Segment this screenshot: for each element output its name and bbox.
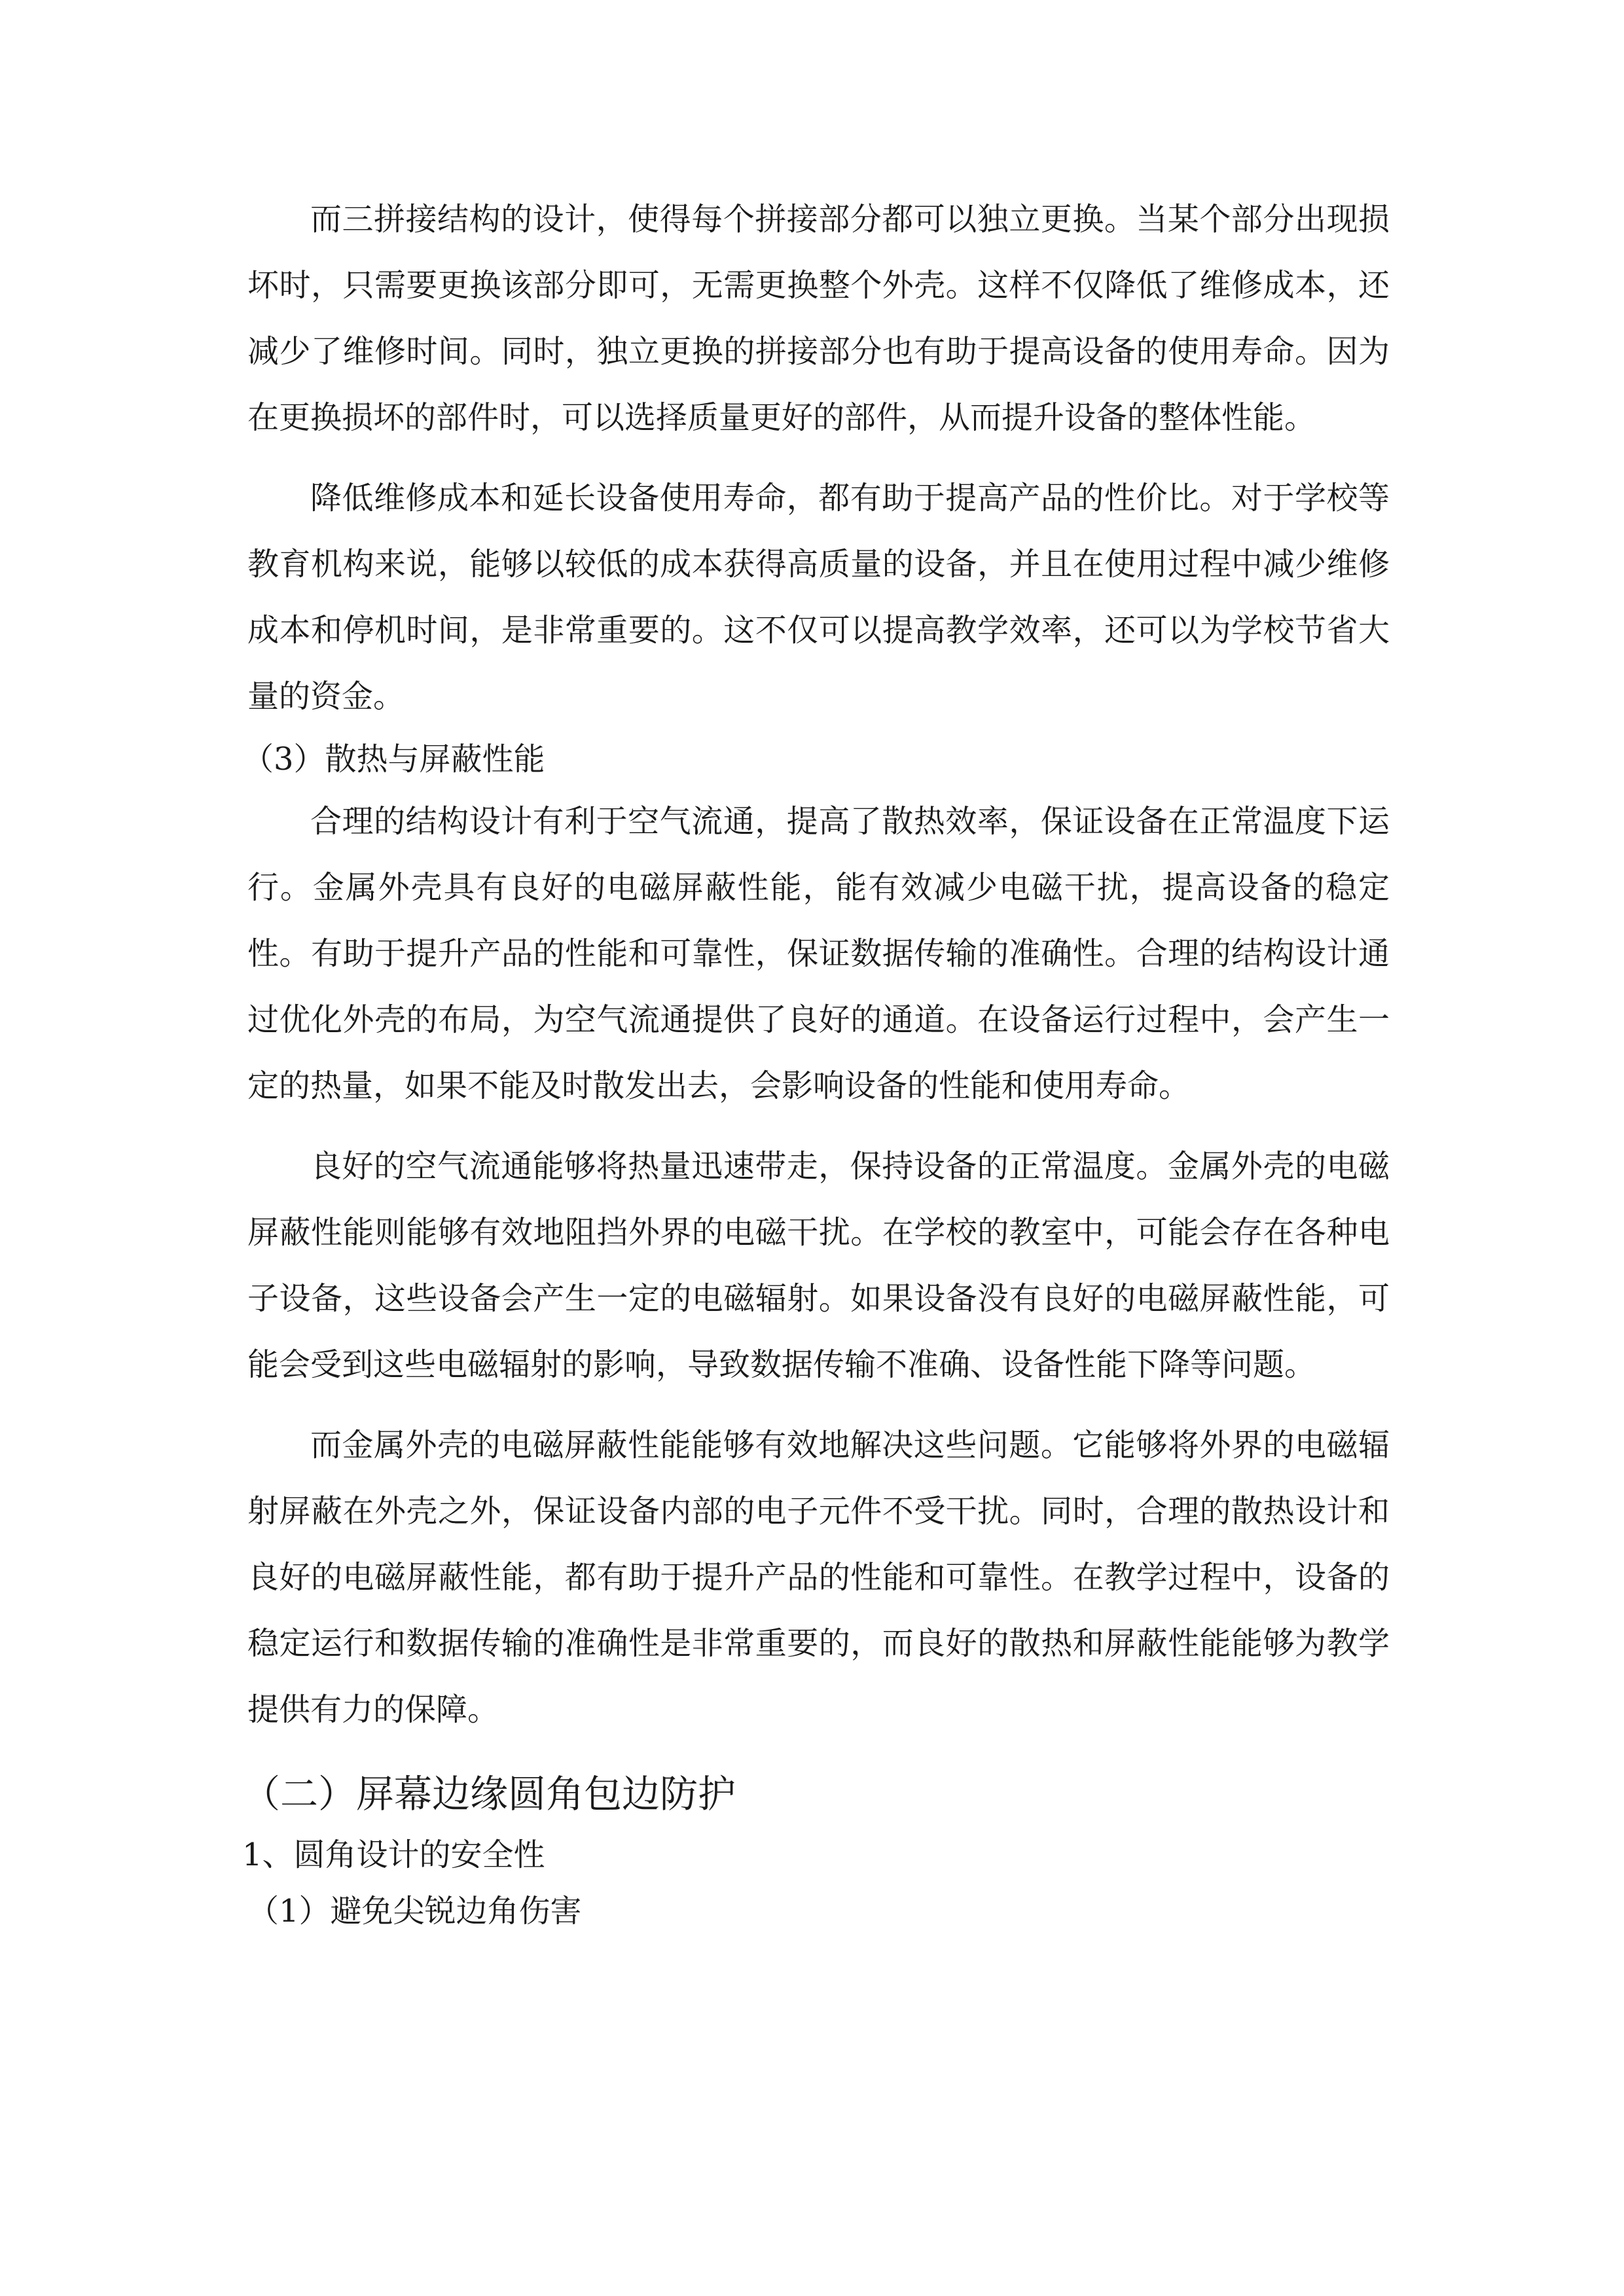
page-content — [242, 187, 1390, 1939]
section-title-rounded-edge: （二）屏幕边缘圆角包边防护 — [242, 1772, 736, 1816]
paragraph-shielding-benefits: 而金属外壳的电磁屏蔽性能能够有效地解决这些问题。它能够将外界的电磁辐射屏蔽在外壳之外，保证设备内部的电子元件不受干扰。同时，合理的散热设计和良好的电磁屏蔽性能，都有助于提升产品的性能和可靠性。在教学过程中，设备的稳定运行和数据传输的准确性是非常重要的，而良好的散热和屏蔽性能能够为教学提供有力的保障。 — [247, 1427, 1390, 1728]
paragraph-electromagnetic-interference: 良好的空气流通能够将热量迅速带走，保持设备的正常温度。金属外壳的电磁屏蔽性能则能够有效地阻挡外界的电磁干扰。在学校的教室中，可能会存在各种电子设备，这些设备会产生一定的电磁辐射。如果设备没有良好的电磁屏蔽性能，可能会受到这些电磁辐射的影响，导致数据传输不准确、设备性能下降等问题。 — [247, 1148, 1390, 1383]
item-title-rounded-safety: 1、圆角设计的安全性 — [242, 1837, 545, 1873]
paragraph-modular-replacement: 而三拼接结构的设计，使得每个拼接部分都可以独立更换。当某个部分出现损坏时，只需要更换该部分即可，无需更换整个外壳。这样不仅降低了维修成本，还减少了维修时间。同时，独立更换的拼接部分也有助于提高设备的使用寿命。因为在更换损坏的部件时，可以选择质量更好的部件，从而提升设备的整体性能。 — [247, 201, 1390, 436]
item-subtitle-sharp-corners: （1）避免尖锐边角伤害 — [247, 1893, 582, 1929]
subheading-heat-shielding: （3）散热与屏蔽性能 — [242, 741, 545, 778]
paragraph-cost-effectiveness: 降低维修成本和延长设备使用寿命，都有助于提高产品的性价比。对于学校等教育机构来说，能够以较低的成本获得高质量的设备，并且在使用过程中减少维修成本和停机时间，是非常重要的。这不仅可以提高教学效率，还可以为学校节省大量的资金。 — [247, 480, 1390, 715]
paragraph-airflow-shielding: 合理的结构设计有利于空气流通，提高了散热效率，保证设备在正常温度下运行。金属外壳具有良好的电磁屏蔽性能，能有效减少电磁干扰，提高设备的稳定性。有助于提升产品的性能和可靠性，保证数据传输的准确性。合理的结构设计通过优化外壳的布局，为空气流通提供了良好的通道。在设备运行过程中，会产生一定的热量，如果不能及时散发出去，会影响设备的性能和使用寿命。 — [247, 803, 1390, 1104]
